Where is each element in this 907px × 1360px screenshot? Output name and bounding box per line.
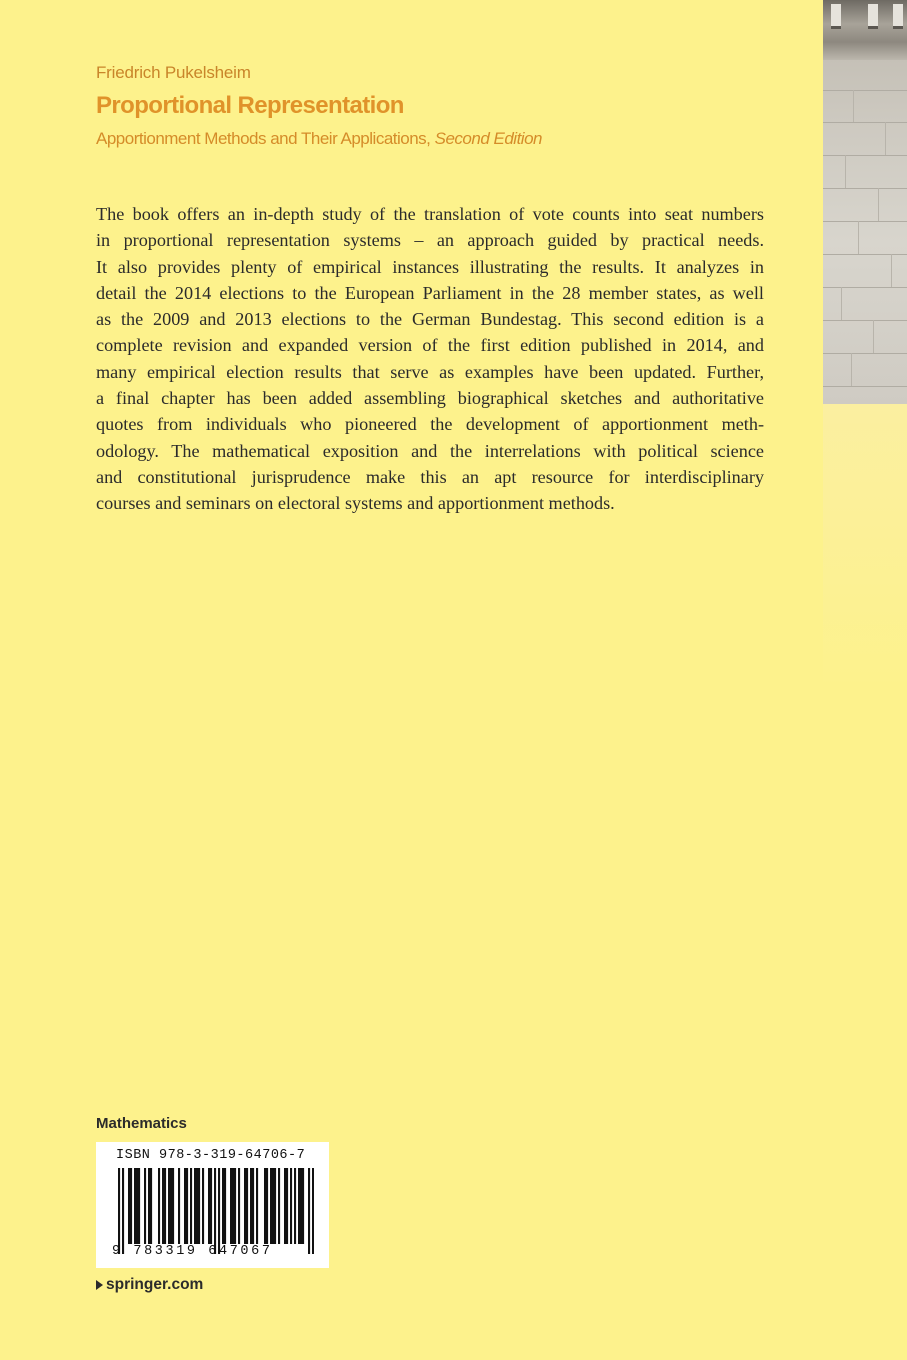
barcode-bar: [230, 1168, 232, 1244]
stone-joint: [823, 254, 907, 255]
barcode-bar: [184, 1168, 186, 1244]
barcode-bar: [186, 1168, 188, 1244]
stone-joint: [851, 353, 852, 386]
barcode-bar: [256, 1168, 258, 1244]
barcode-bar: [158, 1168, 160, 1244]
barcode-bar: [302, 1168, 304, 1244]
barcode-bar: [218, 1168, 220, 1254]
barcode-bar: [238, 1168, 240, 1244]
arrow-right-icon: [96, 1280, 103, 1290]
barcode-bar: [198, 1168, 200, 1244]
stone-joint: [823, 386, 907, 387]
description-line: The book offers an in-depth study of the translation of vote counts into seat numbers: [96, 204, 764, 224]
barcode-bar: [202, 1168, 204, 1244]
description-line: complete revision and expanded version of the first edition published in 2014, and: [96, 335, 764, 356]
subtitle-main: Apportionment Methods and Their Applications,: [96, 129, 435, 148]
barcode-bar: [136, 1168, 138, 1244]
barcode-bar: [118, 1168, 120, 1254]
barcode-bar: [250, 1168, 252, 1244]
isbn-label: ISBN 978-3-319-64706-7: [116, 1148, 306, 1163]
barcode-bar: [264, 1168, 266, 1244]
stone-joint: [823, 287, 907, 288]
barcode-bar: [210, 1168, 212, 1244]
barcode-bar: [308, 1168, 310, 1254]
barcode-bar: [148, 1168, 150, 1244]
barcode-bar: [278, 1168, 280, 1244]
description-line: a final chapter has been added assembling biographical sketches and authoritative: [96, 388, 764, 409]
stone-joint: [823, 353, 907, 354]
subject-category: Mathematics: [96, 1115, 187, 1132]
barcode-bar: [234, 1168, 236, 1244]
barcode-bar: [150, 1168, 152, 1244]
dentil: [893, 4, 903, 29]
barcode-bar: [214, 1168, 216, 1254]
barcode-bar: [298, 1168, 300, 1244]
description-line: detail the 2014 elections to the European Parliament in the 28 member states, as well: [96, 282, 764, 303]
barcode-image: [118, 1168, 314, 1254]
stone-joint: [858, 221, 859, 254]
description-line: quotes from individuals who pioneered the development of apportionment meth-: [96, 414, 764, 435]
barcode-bar: [286, 1168, 288, 1244]
description-line: courses and seminars on electoral systems and apportionment methods.: [96, 493, 615, 514]
author-name: Friedrich Pukelsheim: [96, 63, 251, 82]
stone-joint: [878, 188, 879, 221]
barcode-bar: [232, 1168, 234, 1244]
barcode-bar: [290, 1168, 292, 1244]
publisher-url: springer.com: [106, 1276, 204, 1293]
barcode-bar: [162, 1168, 164, 1244]
barcode-bar: [122, 1168, 124, 1254]
stone-joint: [823, 320, 907, 321]
book-description: [96, 201, 764, 517]
book-subtitle: [96, 129, 542, 149]
stone-joint: [823, 90, 907, 91]
barcode-bar: [208, 1168, 210, 1244]
barcode-bar: [252, 1168, 254, 1244]
dentil: [868, 4, 878, 29]
barcode-bar: [128, 1168, 130, 1244]
barcode-bar: [312, 1168, 314, 1254]
barcode-bar: [272, 1168, 274, 1244]
barcode-bar: [168, 1168, 170, 1244]
description-line: many empirical election results that serve as examples have been updated. Further,: [96, 361, 764, 382]
stone-joint: [891, 254, 892, 287]
stone-joint: [823, 122, 907, 123]
publisher-link[interactable]: [96, 1276, 203, 1294]
barcode-bar: [170, 1168, 172, 1244]
barcode-bar: [300, 1168, 302, 1244]
stone-joint: [885, 122, 886, 155]
barcode-bar: [284, 1168, 286, 1244]
book-title: Proportional Representation: [96, 92, 404, 119]
building-facade-image: [823, 0, 907, 404]
facade-fade: [823, 404, 907, 1360]
barcode-bar: [172, 1168, 174, 1244]
stone-joint: [823, 221, 907, 222]
barcode-bar: [196, 1168, 198, 1244]
barcode-bar: [134, 1168, 136, 1244]
description-line: It also provides plenty of empirical instances illustrating the results. It analyzes in: [96, 256, 764, 277]
barcode-bar: [246, 1168, 248, 1244]
barcode-bar: [138, 1168, 140, 1244]
barcode-digits: 9 783319 647067: [112, 1244, 273, 1259]
subtitle-edition: Second Edition: [434, 129, 542, 148]
stone-joint: [841, 287, 842, 320]
barcode-bar: [244, 1168, 246, 1244]
barcode-bar: [190, 1168, 192, 1244]
barcode-bar: [222, 1168, 224, 1244]
barcode-bar: [144, 1168, 146, 1244]
barcode-bar: [274, 1168, 276, 1244]
barcode-bar: [130, 1168, 132, 1244]
barcode-bar: [194, 1168, 196, 1244]
barcode-bar: [224, 1168, 226, 1244]
description-line: odology. The mathematical exposition and the interrelations with political science: [96, 440, 764, 461]
stone-joint: [823, 155, 907, 156]
barcode-bar: [178, 1168, 180, 1244]
barcode-bar: [270, 1168, 272, 1244]
description-line: as the 2009 and 2013 elections to the German Bundestag. This second edition is a: [96, 309, 764, 330]
barcode-bar: [266, 1168, 268, 1244]
dentil: [831, 4, 841, 29]
isbn-barcode-panel: [96, 1142, 329, 1268]
stone-joint: [823, 188, 907, 189]
barcode-bar: [294, 1168, 296, 1244]
description-line: in proportional representation systems – an approach guided by practical needs.: [96, 230, 764, 251]
barcode-bar: [164, 1168, 166, 1244]
description-line: and constitutional jurisprudence make this an apt resource for interdisciplinary: [96, 466, 764, 487]
stone-joint: [853, 90, 854, 122]
stone-joint: [873, 320, 874, 353]
stone-joint: [845, 155, 846, 188]
